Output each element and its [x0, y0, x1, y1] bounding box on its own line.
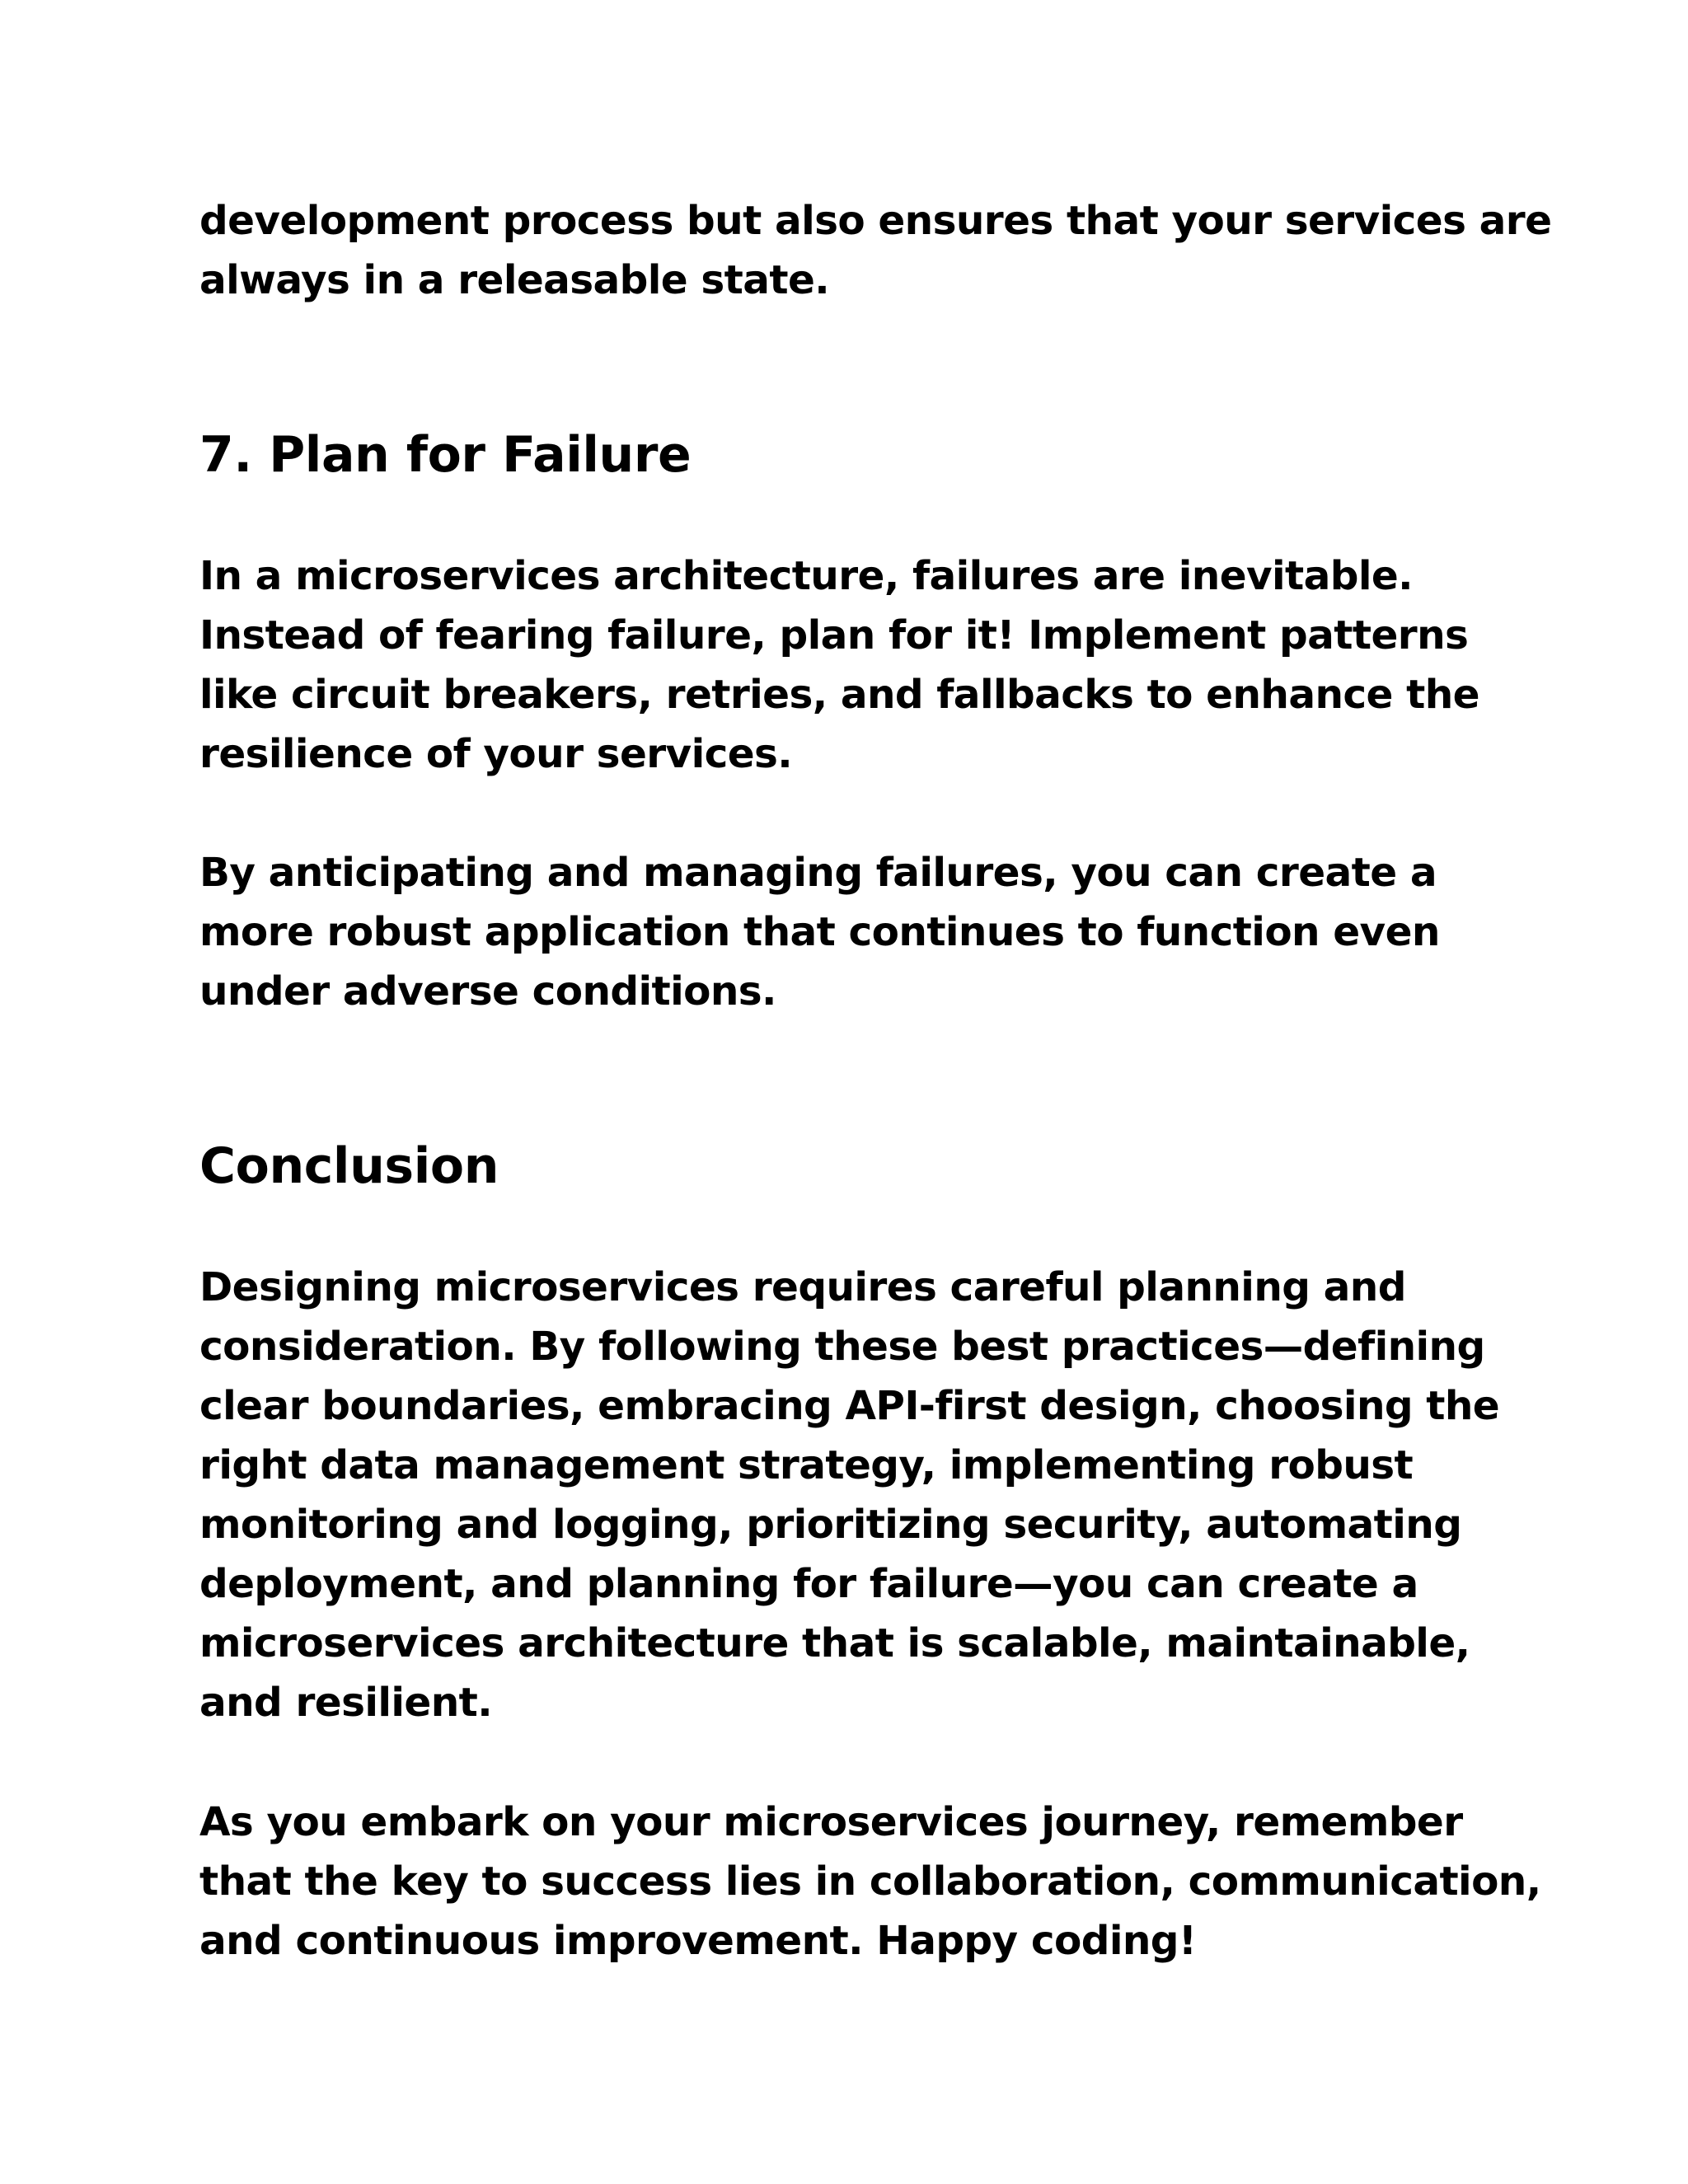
spacer	[199, 1732, 1551, 1793]
spacer	[199, 485, 1551, 546]
text-line: right data management strategy, implementing robust	[199, 1442, 1414, 1488]
text-line: In a microservices architecture, failures are inevitable.	[199, 553, 1414, 599]
spacer	[199, 310, 1551, 425]
conclusion-paragraph-1	[199, 1258, 1551, 1732]
intro-paragraph	[199, 191, 1551, 310]
document-page	[199, 191, 1551, 1971]
section-heading-conclusion: Conclusion	[199, 1137, 499, 1195]
text-line: like circuit breakers, retries, and fallbacks to enhance the	[199, 672, 1479, 718]
text-line: monitoring and logging, prioritizing security, automating	[199, 1502, 1462, 1548]
text-line: Instead of fearing failure, plan for it! Implement patterns	[199, 612, 1469, 658]
conclusion-paragraph-2	[199, 1793, 1551, 1971]
text-line: Designing microservices requires careful planning and	[199, 1264, 1406, 1310]
section-heading-plan-for-failure: 7. Plan for Failure	[199, 426, 692, 484]
text-line: and continuous improvement. Happy coding!	[199, 1918, 1197, 1964]
text-line: under adverse conditions.	[199, 968, 776, 1015]
text-line: resilience of your services.	[199, 731, 793, 777]
plan-for-failure-paragraph-1	[199, 546, 1551, 784]
text-line: development process but also ensures that your services are	[199, 198, 1552, 244]
spacer	[199, 784, 1551, 843]
spacer	[199, 1196, 1551, 1258]
plan-for-failure-paragraph-2	[199, 843, 1551, 1021]
text-line: microservices architecture that is scalable, maintainable,	[199, 1620, 1470, 1666]
text-line: clear boundaries, embracing API-first design, choosing the	[199, 1383, 1500, 1429]
text-line: more robust application that continues to function even	[199, 909, 1440, 955]
text-line: As you embark on your microservices journey, remember	[199, 1799, 1463, 1845]
text-line: consideration. By following these best practices—defining	[199, 1324, 1485, 1370]
text-line: deployment, and planning for failure—you can create a	[199, 1561, 1418, 1607]
text-line: By anticipating and managing failures, you can create a	[199, 850, 1437, 896]
text-line: always in a releasable state.	[199, 257, 830, 303]
spacer	[199, 1021, 1551, 1137]
text-line: and resilient.	[199, 1680, 493, 1726]
text-line: that the key to success lies in collaboration, communication,	[199, 1858, 1541, 1905]
